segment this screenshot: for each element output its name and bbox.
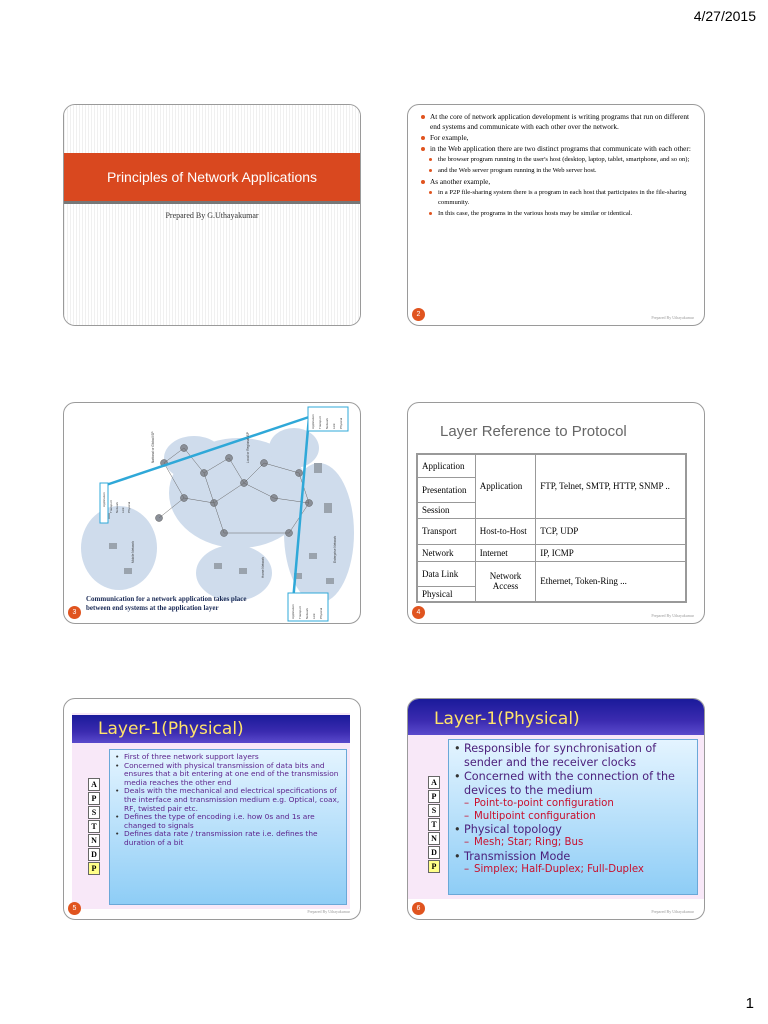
osi-letter: P [88, 792, 100, 805]
page-number: 1 [745, 995, 754, 1012]
svg-text:Home Network: Home Network [261, 556, 265, 578]
osi-layer-cell: Application [417, 454, 475, 477]
osi-letter: D [88, 848, 100, 861]
osi-letter: T [88, 820, 100, 833]
osi-letter: N [88, 834, 100, 847]
tcpip-layer-cell: Host-to-Host [475, 518, 535, 544]
osi-layer-stack [428, 776, 440, 874]
svg-text:Application: Application [311, 414, 315, 429]
svg-text:Transport: Transport [318, 416, 322, 429]
osi-letter: P [428, 790, 440, 803]
tcpip-layer-line: Access [492, 581, 519, 592]
table-row [417, 454, 686, 477]
svg-text:Physical: Physical [127, 501, 131, 513]
osi-letter: A [428, 776, 440, 789]
slide-number: 5 [68, 902, 81, 915]
slide-number: 4 [412, 606, 425, 619]
network-diagram [64, 403, 361, 624]
bullet-item: As another example, [420, 177, 696, 187]
svg-text:Enterprise Network: Enterprise Network [333, 535, 337, 563]
svg-text:Application: Application [102, 492, 106, 507]
protocol-stack-bottom [288, 593, 328, 621]
layer-protocol-table [416, 453, 687, 603]
protocol-cell: TCP, UDP [536, 518, 686, 544]
slide-footer: Prepared By Uthayakumar [651, 909, 694, 914]
diagram-caption [86, 595, 246, 613]
sub-bullet-item: and the Web server program running in the Web server host. [428, 166, 696, 176]
osi-layer-cell: Session [417, 502, 475, 518]
svg-text:Mobile Network: Mobile Network [131, 541, 135, 563]
svg-text:Transport: Transport [109, 500, 113, 513]
slide-footer: Prepared By Uthayakumar [307, 909, 350, 914]
sub-bullet-item: – Point-to-point configuration [452, 798, 694, 811]
protocol-cell: FTP, Telnet, SMTP, HTTP, SNMP .. [536, 454, 686, 518]
caption-line: Communication for a network application takes place [86, 595, 247, 603]
svg-text:Network: Network [305, 607, 309, 619]
protocol-stack-top [308, 407, 348, 431]
osi-letter: S [88, 806, 100, 819]
osi-layer-cell: Physical [417, 586, 475, 602]
svg-text:Network: Network [325, 417, 329, 429]
slide-1 [63, 104, 361, 326]
svg-text:National or Global ISP: National or Global ISP [151, 431, 155, 463]
slide-5 [63, 698, 361, 920]
tcpip-layer-cell: Application [475, 454, 535, 518]
svg-text:Link: Link [121, 507, 125, 513]
table-row [417, 518, 686, 544]
bullet-item: At the core of network application development is writing programs that run on different end systems and communicate with each other over the network. [420, 112, 696, 132]
osi-layer-cell: Presentation [417, 477, 475, 502]
slide-4 [407, 402, 705, 624]
bullet-item: • Transmission Mode [452, 850, 694, 864]
slide-3 [63, 402, 361, 624]
network-clouds [81, 428, 354, 603]
osi-letter-highlighted: P [428, 860, 440, 873]
bullet-item: • Defines the type of encoding i.e. how 0s and 1s are changed to signals [114, 813, 342, 830]
osi-letter-highlighted: P [88, 862, 100, 875]
osi-layer-cell: Transport [417, 518, 475, 544]
svg-text:Physical: Physical [319, 607, 323, 619]
osi-layer-stack [88, 778, 100, 876]
sub-bullet-item: – Mesh; Star; Ring; Bus [452, 837, 694, 850]
osi-letter: S [428, 804, 440, 817]
slide-number: 3 [68, 606, 81, 619]
bullet-list [452, 742, 694, 876]
slide-footer: Prepared By Uthayakumar [651, 315, 694, 320]
svg-text:Application: Application [291, 604, 295, 619]
tcpip-layer-cell: Internet [475, 544, 535, 561]
osi-letter: N [428, 832, 440, 845]
protocol-cell: IP, ICMP [536, 544, 686, 561]
slide-number: 2 [412, 308, 425, 321]
slide-title: Layer-1(Physical) [72, 715, 350, 743]
tcpip-layer-cell [475, 561, 535, 602]
content-box [109, 749, 347, 905]
svg-text:Link: Link [332, 423, 336, 429]
bullet-item: • Physical topology [452, 823, 694, 837]
bullet-item: • Concerned with the connection of the devices to the medium [452, 770, 694, 798]
table-row [417, 561, 686, 586]
svg-text:Transport: Transport [298, 606, 302, 619]
bullet-item: • Responsible for synchronisation of sender and the receiver clocks [452, 742, 694, 770]
bullet-item: • First of three network support layers [114, 753, 342, 762]
osi-layer-cell: Network [417, 544, 475, 561]
table-row [417, 544, 686, 561]
slide-title: Layer-1(Physical) [408, 699, 704, 735]
osi-layer-cell: Data Link [417, 561, 475, 586]
slide-footer: Prepared By Uthayakumar [651, 613, 694, 618]
sub-bullet-item: in a P2P file-sharing system there is a program in each host that participates in the file-sharing community. [428, 188, 696, 208]
bullet-item: in the Web application there are two distinct programs that communicate with each other: [420, 144, 696, 154]
caption-line: between end systems at the application layer [86, 604, 219, 612]
print-date: 4/27/2015 [693, 8, 756, 24]
bullet-item: • Defines data rate / transmission rate i.e. defines the duration of a bit [114, 830, 342, 847]
slide-number: 6 [412, 902, 425, 915]
sub-bullet-item: In this case, the programs in the various hosts may be similar or identical. [428, 209, 696, 219]
sub-bullet-item: the browser program running in the user's host (desktop, laptop, tablet, smartphone, and so on); [428, 155, 696, 165]
svg-text:Local or Regional ISP: Local or Regional ISP [246, 432, 250, 463]
content-box [448, 739, 698, 895]
title-divider [64, 201, 360, 204]
bullet-item: • Deals with the mechanical and electrical specifications of the interface and transmission medium e.g. Optical, coax, RF, twisted pair etc. [114, 787, 342, 813]
svg-text:Physical: Physical [339, 417, 343, 429]
osi-letter: T [428, 818, 440, 831]
osi-letter: A [88, 778, 100, 791]
slide-title: Principles of Network Applications [64, 153, 360, 201]
sub-bullet-item: – Multipoint configuration [452, 811, 694, 824]
sub-bullet-item: – Simplex; Half-Duplex; Full-Duplex [452, 864, 694, 877]
bullet-item: For example, [420, 133, 696, 143]
slide-title: Layer Reference to Protocol [440, 423, 627, 440]
bullet-list [114, 753, 342, 848]
tcpip-layer-line: Network [489, 571, 522, 582]
slide-author: Prepared By G.Uthayakumar [165, 211, 259, 220]
slide-2 [407, 104, 705, 326]
bullet-list [420, 112, 696, 220]
svg-text:Link: Link [312, 613, 316, 619]
slide-6 [407, 698, 705, 920]
svg-text:Network: Network [115, 501, 119, 513]
bullet-item: • Concerned with physical transmission of data bits and ensures that a bit entering at one end of the transmission media reaches the other end [114, 762, 342, 788]
protocol-cell: Ethernet, Token-Ring ... [536, 561, 686, 602]
osi-letter: D [428, 846, 440, 859]
